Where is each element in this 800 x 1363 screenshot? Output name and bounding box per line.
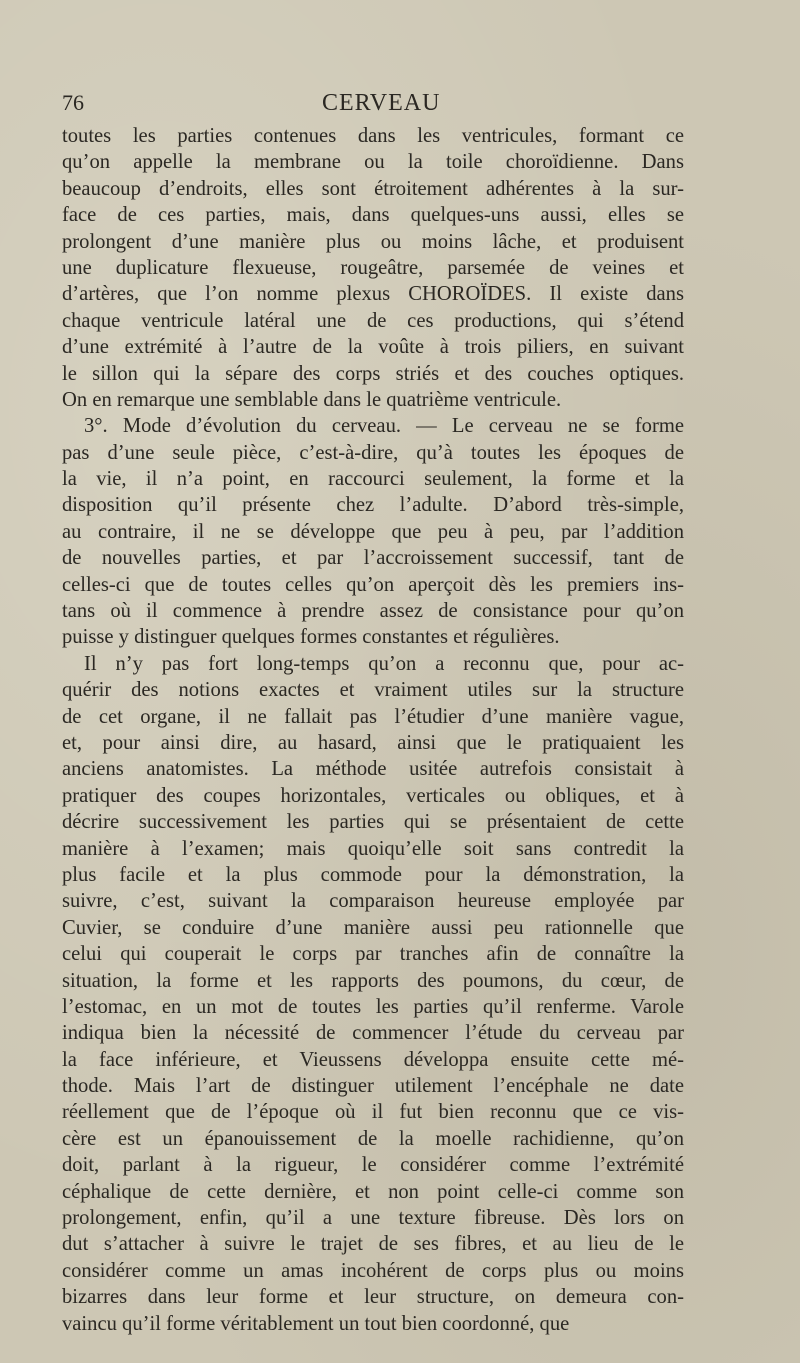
text-line: On en remarque une semblable dans le quatrième ventricule. [62,388,562,411]
text-line: l’estomac, en un mot de toutes les parties qu’il renferme. Varole [62,995,684,1018]
text-line: d’artères, que l’on nomme plexus CHOROÏDES. Il existe dans [62,283,684,306]
text-line: dut s’attacher à suivre le trajet de ses fibres, et au lieu de le [62,1233,684,1256]
page-number: 76 [62,90,84,115]
text-line: la face inférieure, et Vieussens développa ensuite cette mé- [62,1048,684,1071]
text-line: la vie, il n’a point, en raccourci seulement, la forme et la [62,468,684,491]
text-line: quérir des notions exactes et vraiment utiles sur la structure [62,679,684,702]
text-line: une duplicature flexueuse, rougeâtre, parsemée de veines et [62,256,684,279]
text-line: réellement que de l’époque où il fut bien reconnu que ce vis- [62,1101,684,1124]
text-line: chaque ventricule latéral une de ces productions, qui s’étend [62,309,684,332]
text-line: manière à l’examen; mais quoiqu’elle soit sans contredit la [62,837,684,860]
text-line: 3°. Mode d’évolution du cerveau. — Le cerveau ne se forme [84,415,684,438]
text-line: prolongent d’une manière plus ou moins lâche, et produisent [62,230,684,253]
body-text [62,123,684,1337]
text-line: prolongement, enfin, qu’il a une texture fibreuse. Dès lors on [62,1207,684,1230]
text-line: face de ces parties, mais, dans quelques-uns aussi, elles se [62,204,684,227]
text-line: de cet organe, il ne fallait pas l’étudier d’une manière vague, [62,705,684,728]
text-line: disposition qu’il présente chez l’adulte. D’abord très-simple, [62,494,684,517]
text-line: céphalique de cette dernière, et non point celle-ci comme son [62,1180,684,1203]
text-line: anciens anatomistes. La méthode usitée autrefois consistait à [62,758,684,781]
text-line: vaincu qu’il forme véritablement un tout bien coordonné, que [62,1312,570,1335]
text-line: situation, la forme et les rapports des poumons, du cœur, de [62,969,684,992]
text-line: tans où il commence à prendre assez de consistance pour qu’on [62,600,684,623]
text-line: d’une extrémité à l’autre de la voûte à trois piliers, en suivant [62,336,684,359]
text-line: celles-ci que de toutes celles qu’on aperçoit dès les premiers ins- [62,573,684,596]
text-line: qu’on appelle la membrane ou la toile choroïdienne. Dans [62,151,684,174]
text-line: au contraire, il ne se développe que peu à peu, par l’addition [62,520,684,543]
text-line: décrire successivement les parties qui se présentaient de cette [62,811,684,834]
text-line: doit, parlant à la rigueur, le considérer comme l’extrémité [62,1154,684,1177]
text-line: cère est un épanouissement de la moelle rachidienne, qu’on [62,1127,684,1150]
running-title: CERVEAU [322,90,441,116]
text-line: considérer comme un amas incohérent de corps plus ou moins [62,1259,684,1282]
text-line: thode. Mais l’art de distinguer utilement l’encéphale ne date [62,1075,684,1098]
text-line: pas d’une seule pièce, c’est-à-dire, qu’à toutes les époques de [62,441,684,464]
text-line: de nouvelles parties, et par l’accroissement successif, tant de [62,547,684,570]
text-line: le sillon qui la sépare des corps striés et des couches optiques. [62,362,684,385]
page-header [62,90,682,120]
text-line: beaucoup d’endroits, elles sont étroitement adhérentes à la sur- [62,177,684,200]
text-line: suivre, c’est, suivant la comparaison heureuse employée par [62,890,684,913]
text-line: bizarres dans leur forme et leur structure, on demeura con- [62,1286,684,1309]
text-line: pratiquer des coupes horizontales, verticales ou obliques, et à [62,784,684,807]
text-line: et, pour ainsi dire, au hasard, ainsi que le pratiquaient les [62,731,684,754]
text-line: indiqua bien la nécessité de commencer l’étude du cerveau par [62,1022,684,1045]
text-line: toutes les parties contenues dans les ventricules, formant ce [62,125,684,147]
text-line: plus facile et la plus commode pour la démonstration, la [62,863,684,886]
text-line: Cuvier, se conduire d’une manière aussi peu rationnelle que [62,916,684,939]
text-line: celui qui couperait le corps par tranches afin de connaître la [62,943,684,966]
text-line: Il n’y pas fort long-temps qu’on a reconnu que, pour ac- [84,652,684,675]
text-line: puisse y distinguer quelques formes constantes et régulières. [62,626,560,649]
